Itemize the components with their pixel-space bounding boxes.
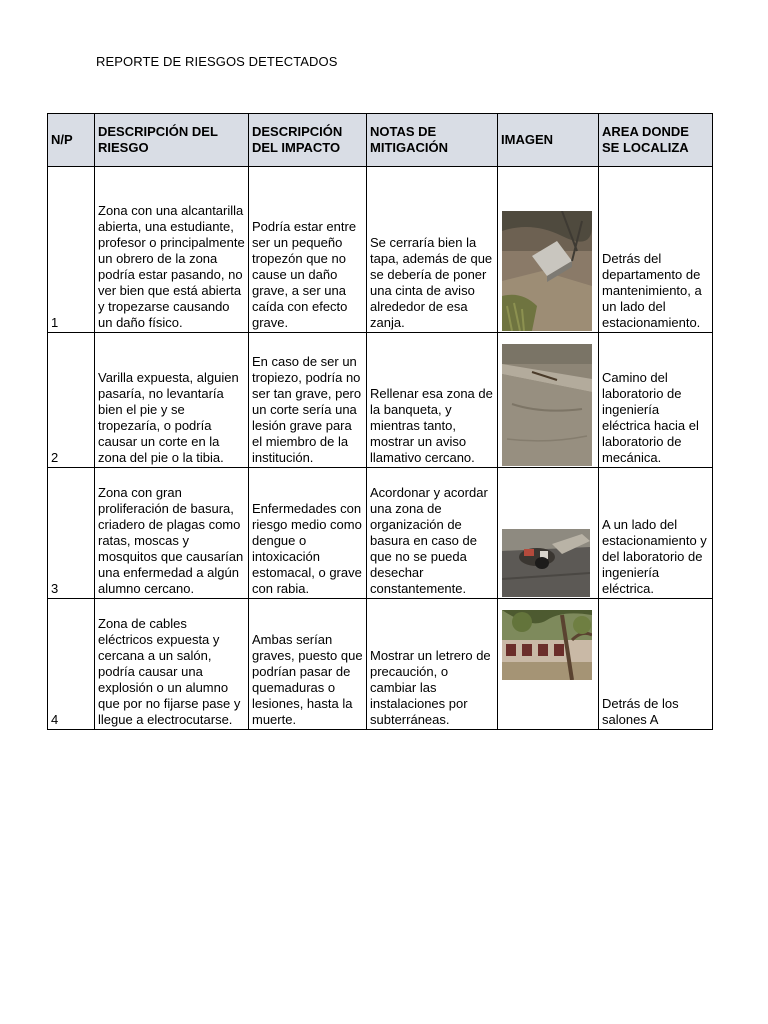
impact-description: Podría estar entre ser un pequeño tropezón que no cause un daño grave, a ser una caída con efecto grave.: [249, 167, 367, 333]
header-mitigacion: NOTAS DE MITIGACIÓN: [367, 114, 498, 167]
table-row: [48, 468, 713, 599]
risk-table: [47, 113, 713, 730]
open-drain-photo: [502, 211, 592, 331]
header-area: AREA DONDE SE LOCALIZA: [599, 114, 713, 167]
risk-description: Zona con una alcantarilla abierta, una estudiante, profesor o principalmente un obrero de la zona podría estar pasando, no ver bien que está abierta y tropezarse causando un daño físico.: [95, 167, 249, 333]
header-riesgo: DESCRIPCIÓN DEL RIESGO: [95, 114, 249, 167]
row-number: 2: [48, 333, 95, 468]
location: Camino del laboratorio de ingeniería eléctrica hacia el laboratorio de mecánica.: [599, 333, 713, 468]
risk-description: Varilla expuesta, alguien pasaría, no levantaría bien el pie y se tropezaría, o podría causar un corte en la zona del pie o la tibia.: [95, 333, 249, 468]
header-np: N/P: [48, 114, 95, 167]
image-cell: [498, 167, 599, 333]
mitigation-notes: Mostrar un letrero de precaución, o cambiar las instalaciones por subterráneas.: [367, 599, 498, 730]
row-number: 4: [48, 599, 95, 730]
header-impacto: DESCRIPCIÓN DEL IMPACTO: [249, 114, 367, 167]
location: Detrás del departamento de mantenimiento, a un lado del estacionamiento.: [599, 167, 713, 333]
mitigation-notes: Rellenar esa zona de la banqueta, y mientras tanto, mostrar un aviso llamativo cercano.: [367, 333, 498, 468]
image-cell: [498, 333, 599, 468]
garbage-pile-photo: [502, 529, 590, 597]
image-cell: [498, 599, 599, 730]
image-cell: [498, 468, 599, 599]
risk-description: Zona de cables eléctricos expuesta y cercana a un salón, podría causar una explosión o un alumno que por no fijarse pase y llegue a electrocutarse.: [95, 599, 249, 730]
document-title: REPORTE DE RIESGOS DETECTADOS: [96, 54, 338, 69]
risk-description: Zona con gran proliferación de basura, criadero de plagas como ratas, moscas y mosquitos que causarían una enfermedad a algún alumno cercano.: [95, 468, 249, 599]
location: A un lado del estacionamiento y del laboratorio de ingeniería eléctrica.: [599, 468, 713, 599]
mitigation-notes: Se cerraría bien la tapa, además de que se debería de poner una cinta de aviso alrededor de esa zanja.: [367, 167, 498, 333]
table-header-row: [48, 114, 713, 167]
table-row: [48, 333, 713, 468]
impact-description: Enfermedades con riesgo medio como dengue o intoxicación estomacal, o grave con rabia.: [249, 468, 367, 599]
mitigation-notes: Acordonar y acordar una zona de organización de basura en caso de que no se pueda desechar constantemente.: [367, 468, 498, 599]
impact-description: En caso de ser un tropiezo, podría no ser tan grave, pero un corte sería una lesión grave para el miembro de la institución.: [249, 333, 367, 468]
exposed-rebar-photo: [502, 344, 592, 466]
row-number: 1: [48, 167, 95, 333]
table-row: [48, 167, 713, 333]
impact-description: Ambas serían graves, puesto que podrían pasar de quemaduras o lesiones, hasta la muerte.: [249, 599, 367, 730]
location: Detrás de los salones A: [599, 599, 713, 730]
header-imagen: IMAGEN: [498, 114, 599, 167]
exposed-cables-photo: [502, 610, 592, 680]
table-row: [48, 599, 713, 730]
row-number: 3: [48, 468, 95, 599]
